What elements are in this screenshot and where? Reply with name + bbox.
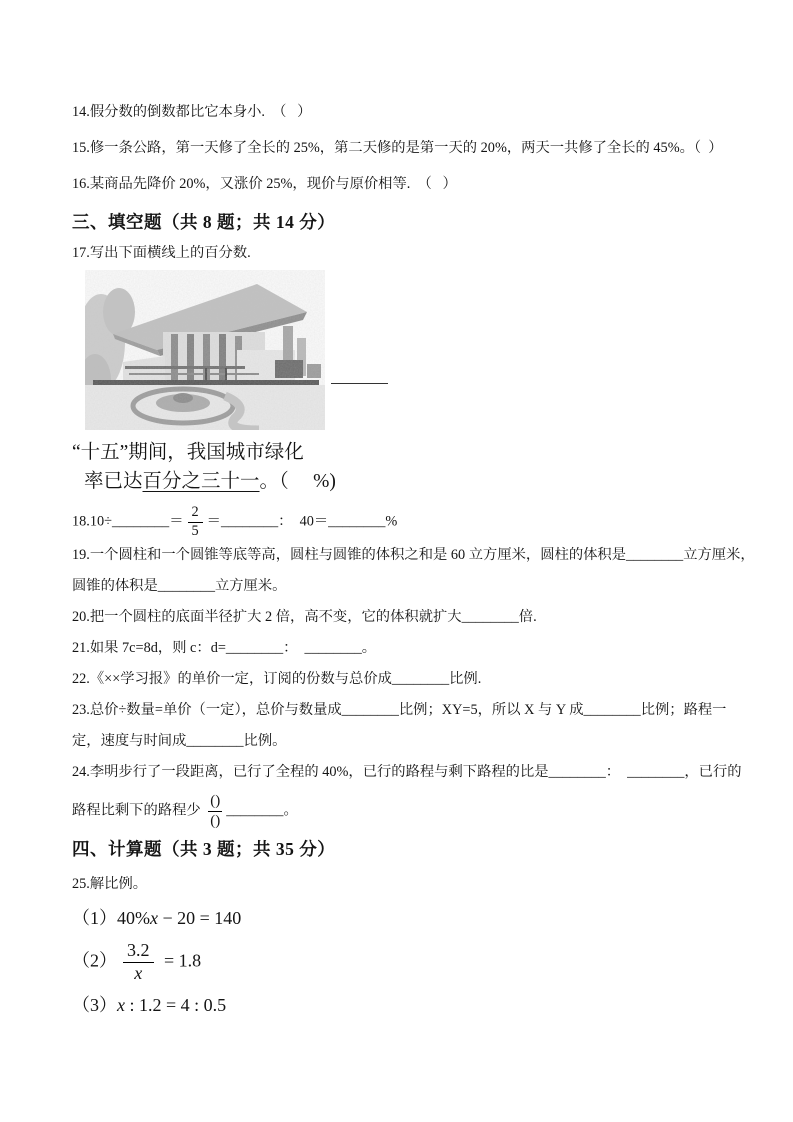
fraction-denominator: 5 bbox=[191, 522, 199, 539]
text-segment: − 20 = 140 bbox=[158, 908, 242, 929]
text-segment: ＝________： 40＝________% bbox=[206, 513, 398, 530]
question-24-line2 bbox=[72, 793, 753, 829]
question-21: 21.如果 7c=8d，则 c：d=________： ________。 bbox=[72, 640, 377, 657]
question-17-figure bbox=[85, 270, 325, 430]
question-23-line2: 定，速度与时间成________比例。 bbox=[72, 733, 287, 750]
question-25: 25.解比例。 bbox=[72, 876, 148, 893]
question-25-item2 bbox=[72, 941, 753, 984]
section-4-header: 四、计算题（共 3 题；共 35 分） bbox=[72, 839, 336, 860]
text-segment: （1）40% bbox=[72, 908, 150, 929]
fraction-denominator-x: x bbox=[134, 963, 143, 984]
fraction-3-2-over-x bbox=[123, 941, 154, 984]
text-segment: 18.10÷________＝ bbox=[72, 513, 184, 530]
text-segment: 率已达 bbox=[84, 471, 143, 492]
fraction-numerator: 3.2 bbox=[123, 941, 154, 963]
underlined-answer-text: 百分之三十一 bbox=[142, 471, 260, 492]
text-segment: ________。 bbox=[226, 802, 298, 819]
building-photo bbox=[85, 270, 325, 430]
question-19-line2: 圆锥的体积是________立方厘米。 bbox=[72, 578, 287, 595]
text-segment: 。（ %) bbox=[259, 471, 336, 492]
text-segment: : 1.2 = 4 : 0.5 bbox=[125, 995, 227, 1016]
text-segment: = 1.8 bbox=[159, 950, 202, 971]
text-segment: （2） bbox=[72, 950, 117, 971]
section-3-header: 三、填空题（共 8 题；共 14 分） bbox=[72, 212, 336, 232]
question-25-item1 bbox=[72, 905, 753, 931]
question-16: 16.某商品先降价 20%，又涨价 25%，现价与原价相等. （ ） bbox=[72, 176, 457, 192]
text-segment: 路程比剩下的路程少 bbox=[72, 802, 205, 819]
question-20: 20.把一个圆柱的底面半径扩大 2 倍，高不变，它的体积就扩大________倍. bbox=[72, 609, 537, 626]
fraction-denominator: () bbox=[210, 812, 221, 829]
question-19-line1: 19.一个圆柱和一个圆锥等底等高，圆柱与圆锥的体积之和是 60 立方厘米，圆柱的体积是________立方厘米， bbox=[72, 547, 755, 564]
q17-caption-line2 bbox=[72, 467, 753, 496]
question-14: 14.假分数的倒数都比它本身小. （ ） bbox=[72, 104, 312, 120]
fraction-blank-parens bbox=[208, 793, 222, 829]
variable-x: x bbox=[150, 908, 158, 929]
text-segment: （3） bbox=[72, 995, 117, 1016]
question-15: 15.修一条公路，第一天修了全长的 25%，第二天修的是第一天的 20%，两天一共修了全长的 45%。（ ） bbox=[72, 140, 723, 156]
fraction-two-fifths bbox=[188, 505, 203, 539]
question-17: 17.写出下面横线上的百分数. bbox=[72, 245, 251, 261]
question-24-line1: 24.李明步行了一段距离，已行了全程的 40%，已行的路程与剩下路程的比是________： ________，已行的 bbox=[72, 764, 742, 781]
question-22: 22.《××学习报》的单价一定，订阅的份数与总价成________比例. bbox=[72, 671, 482, 688]
q17-caption-line1: “十五”期间，我国城市绿化 bbox=[72, 442, 304, 463]
fraction-numerator: () bbox=[208, 793, 222, 812]
answer-blank-line bbox=[331, 383, 388, 384]
variable-x: x bbox=[117, 995, 125, 1016]
question-18 bbox=[72, 505, 753, 539]
fraction-numerator: 2 bbox=[188, 505, 203, 523]
question-25-item3 bbox=[72, 992, 753, 1018]
question-23-line1: 23.总价÷数量=单价（一定），总价与数量成________比例；XY=5，所以 X 与 Y 成________比例；路程一 bbox=[72, 702, 727, 719]
